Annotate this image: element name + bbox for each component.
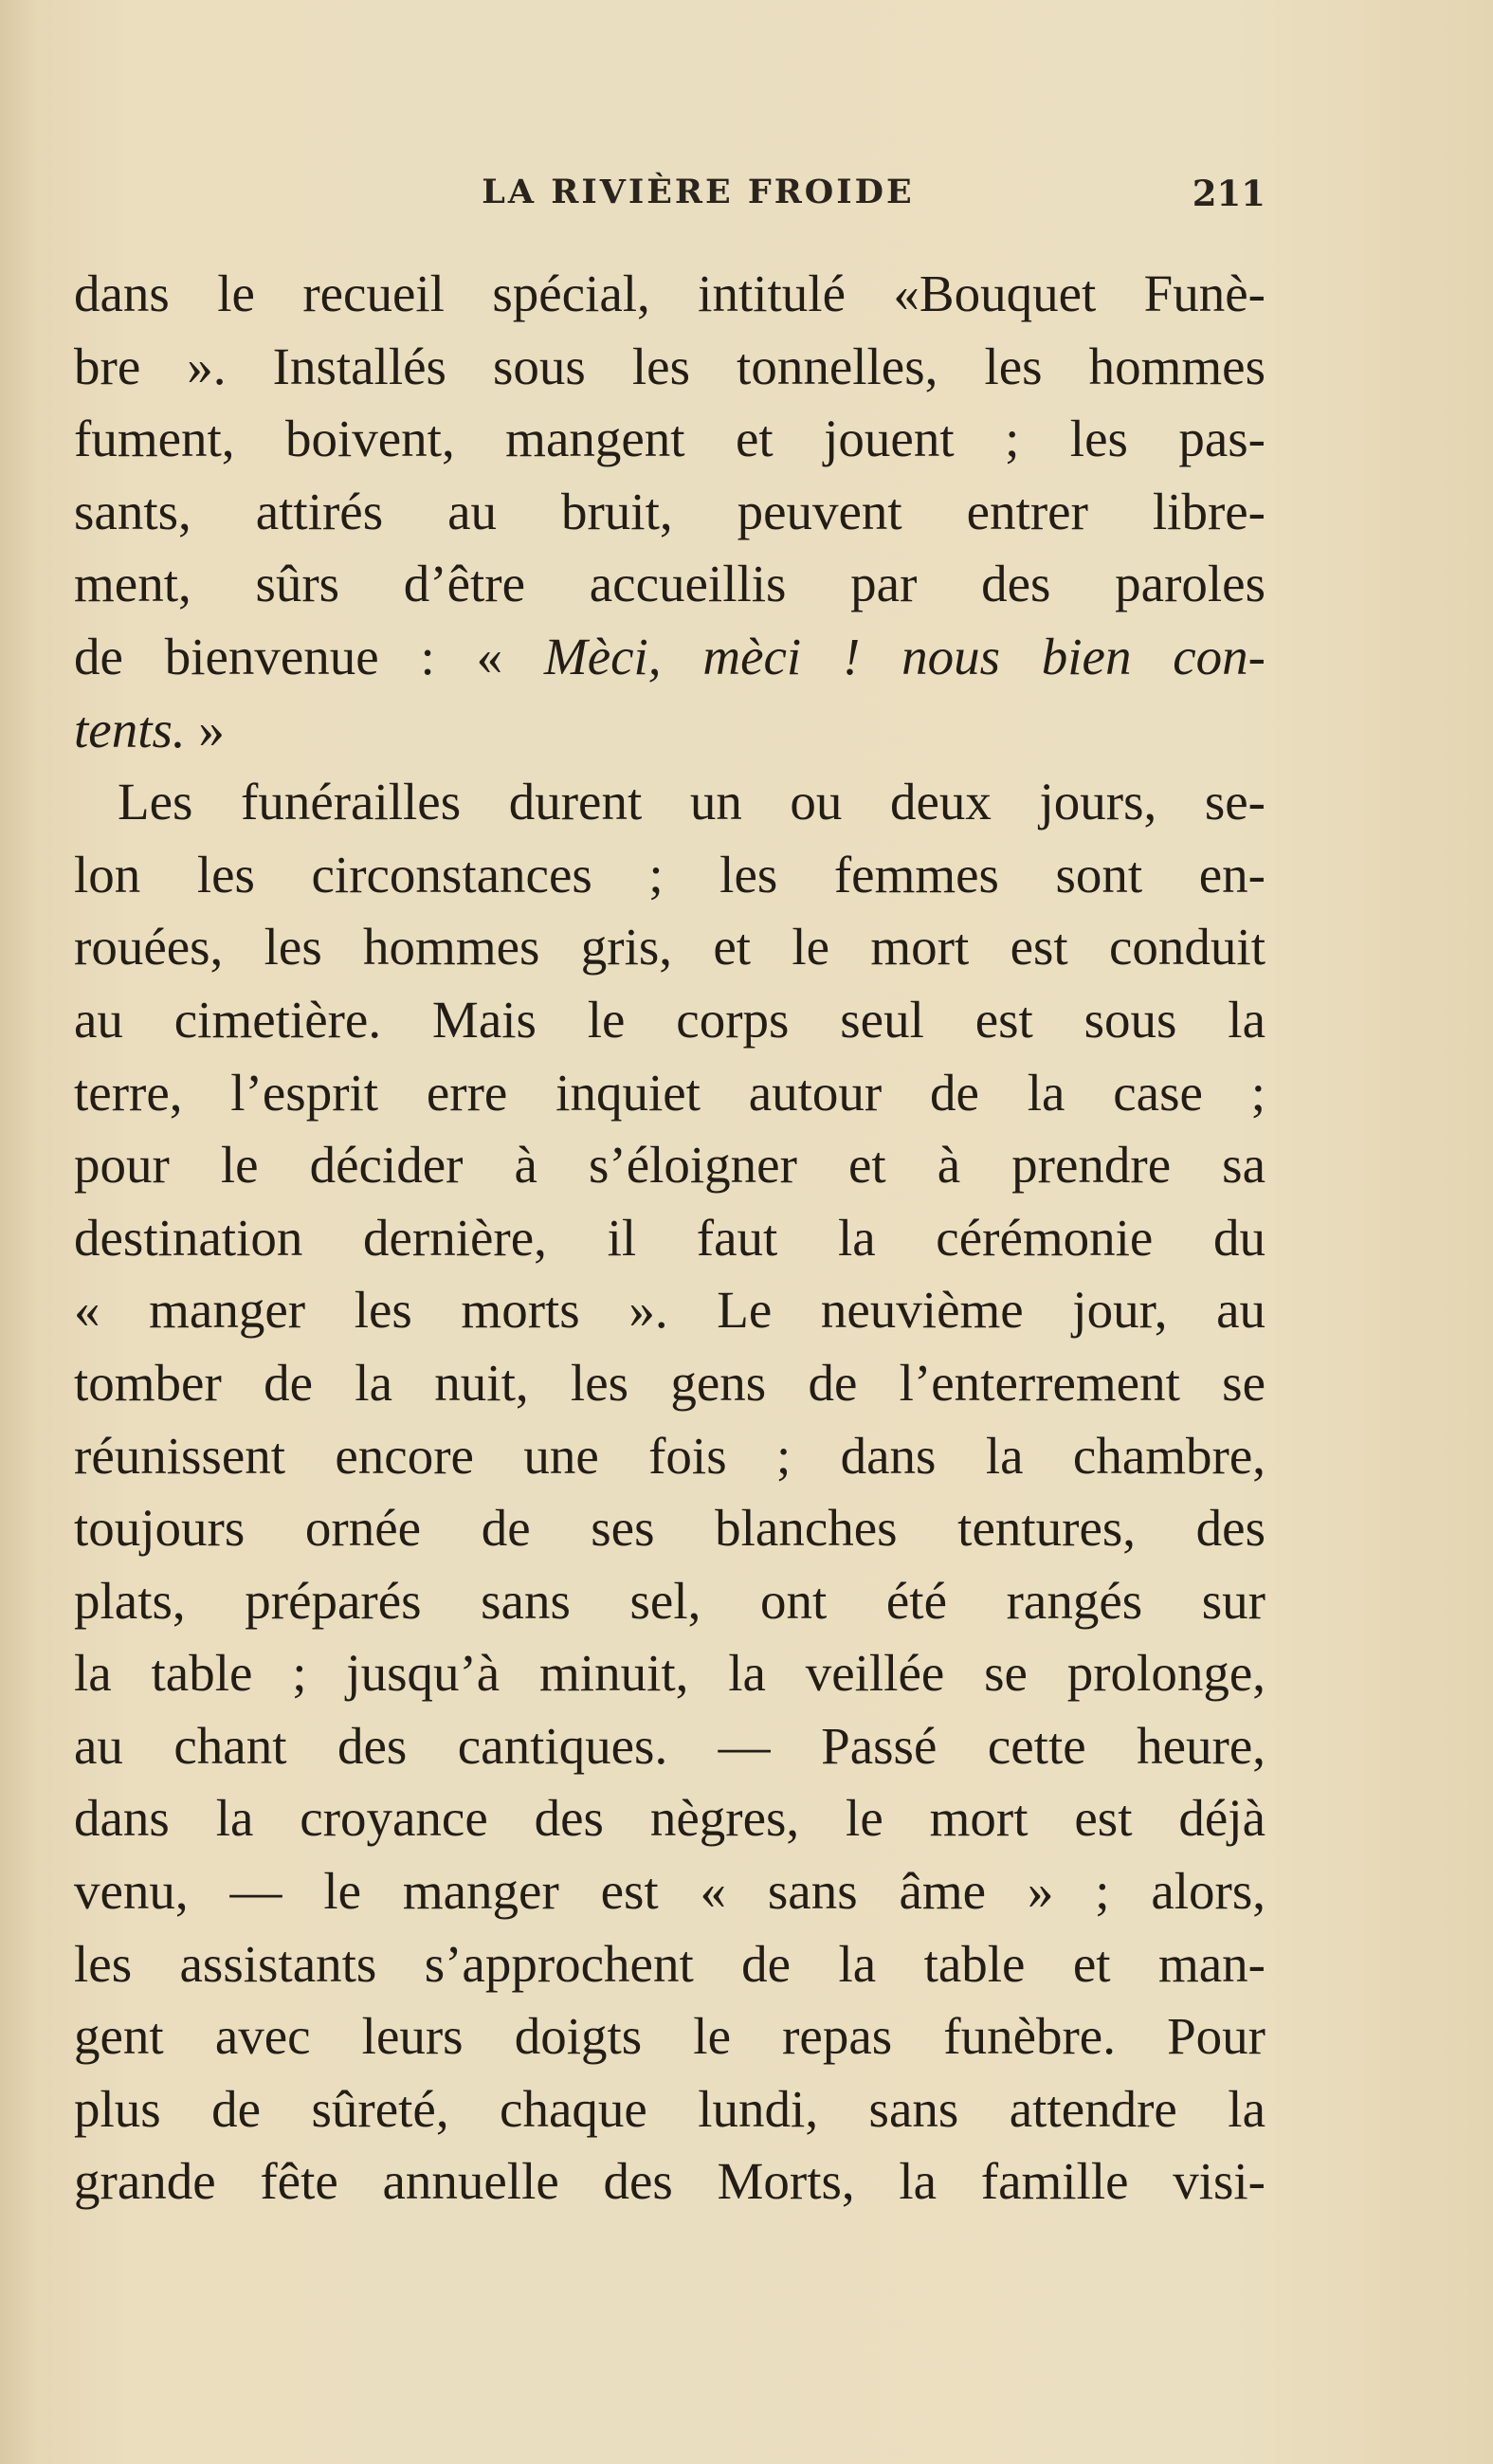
text-fragment: »: [185, 700, 225, 758]
text-line: plats, préparés sans sel, ont été rangés sur: [74, 1571, 1265, 1630]
text-line: rouées, les hommes gris, et le mort est conduit: [74, 918, 1265, 976]
text-line: au chant des cantiques. — Passé cette heure,: [74, 1716, 1265, 1775]
text-line: tomber de la nuit, les gens de l’enterrement se: [74, 1353, 1265, 1412]
paragraph-start-line: Les funérailles durent un ou deux jours, se-: [118, 773, 1265, 831]
text-line: fument, boivent, mangent et jouent ; les pas-: [74, 410, 1265, 468]
text-line: destination dernière, il faut la cérémonie du: [74, 1208, 1265, 1267]
text-line: [74, 694, 1265, 767]
text-line: toujours ornée de ses blanches tentures, des: [74, 1499, 1265, 1558]
text-line: au cimetière. Mais le corps seul est sous la: [74, 990, 1265, 1049]
text-line: gent avec leurs doigts le repas funèbre. Pour: [74, 2007, 1265, 2066]
text-line: les assistants s’approchent de la table et man-: [74, 1934, 1265, 1993]
creole-quote: Mèci, mèci ! nous bien con-: [543, 627, 1265, 685]
text-line: venu, — le manger est « sans âme » ; alors,: [74, 1862, 1265, 1921]
creole-quote-end: tents.: [74, 700, 186, 758]
text-line: lon les circonstances ; les femmes sont en-: [74, 845, 1265, 903]
running-title: LA RIVIÈRE FROIDE: [482, 173, 915, 211]
text-line: dans le recueil spécial, intitulé «Bouquet Funè-: [74, 265, 1265, 322]
text-line: [74, 621, 1265, 694]
page-number: 211: [1192, 173, 1265, 214]
text-line: sants, attirés au bruit, peuvent entrer libre-: [74, 482, 1265, 540]
text-line: dans la croyance des nègres, le mort est déjà: [74, 1789, 1265, 1848]
text-line: « manger les morts ». Le neuvième jour, au: [74, 1281, 1265, 1340]
text-line: réunissent encore une fois ; dans la chambre,: [74, 1426, 1265, 1485]
text-line: grande fête annuelle des Morts, la famille visi-: [74, 2152, 1265, 2211]
text-line: bre ». Installés sous les tonnelles, les hommes: [74, 337, 1265, 395]
text-line: pour le décider à s’éloigner et à prendre sa: [74, 1136, 1265, 1195]
text-line: la table ; jusqu’à minuit, la veillée se prolonge,: [74, 1644, 1265, 1703]
text-line: plus de sûreté, chaque lundi, sans attendre la: [74, 2079, 1265, 2138]
text-line: ment, sûrs d’être accueillis par des paroles: [74, 555, 1265, 613]
text-line: terre, l’esprit erre inquiet autour de la case ;: [74, 1063, 1265, 1122]
body-text: [74, 258, 1265, 2218]
text-fragment: de bienvenue : «: [74, 627, 544, 685]
page-header: [74, 173, 1265, 222]
